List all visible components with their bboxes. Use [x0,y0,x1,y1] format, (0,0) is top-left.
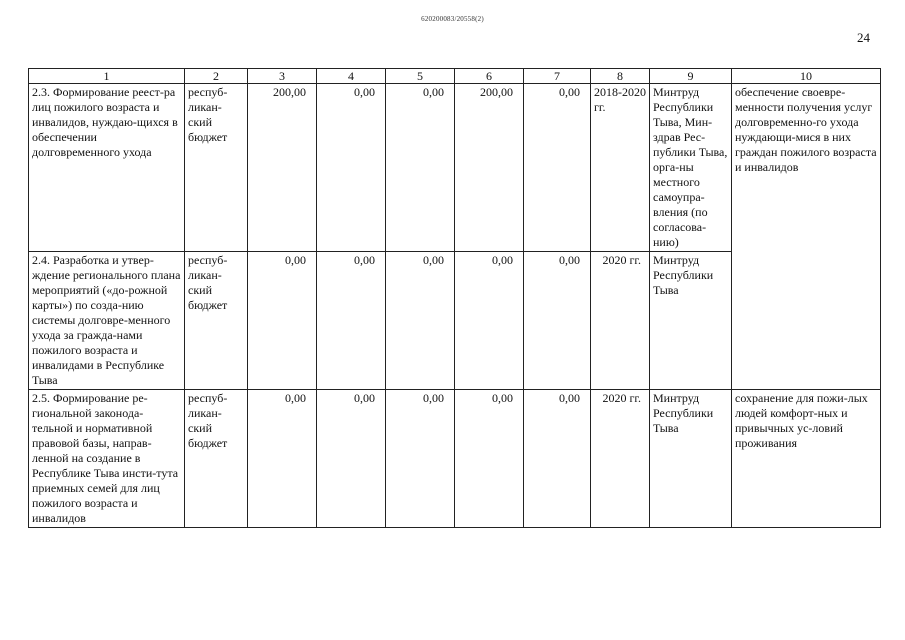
amount-col-4: 0,00 [317,390,386,528]
column-header-5: 5 [386,69,455,84]
column-header-7: 7 [524,69,591,84]
column-header-4: 4 [317,69,386,84]
amount-col-5: 0,00 [386,252,455,390]
amount-col-3: 200,00 [248,84,317,252]
funding-source: респуб-ликан-ский бюджет [185,84,248,252]
table-row [29,84,881,252]
column-header-8: 8 [591,69,650,84]
period: 2020 гг. [591,252,650,390]
measure-name: 2.3. Формирование реест-ра лиц пожилого возраста и инвалидов, нуждаю-щихся в обеспечении долговременного ухода [29,84,185,252]
amount-col-6: 200,00 [455,84,524,252]
amount-col-3: 0,00 [248,252,317,390]
document-code: 620200083/20558(2) [421,15,484,23]
amount-col-4: 0,00 [317,84,386,252]
column-header-6: 6 [455,69,524,84]
header-row [29,69,881,84]
amount-col-6: 0,00 [455,252,524,390]
expected-result: сохранение для пожи-лых людей комфорт-ных и привычных ус-ловий проживания [732,390,881,528]
amount-col-3: 0,00 [248,390,317,528]
amount-col-7: 0,00 [524,84,591,252]
period: 2018-2020 гг. [591,84,650,252]
executor: Минтруд Республики Тыва [650,390,732,528]
measure-name: 2.5. Формирование ре-гиональной законода-тельной и нормативной правовой базы, направ-ленной на создание в Республике Тыва инсти-тута приемных семей для лиц пожилого возраста и инвалидов [29,390,185,528]
table-row [29,390,881,528]
table-row [29,252,881,390]
column-header-9: 9 [650,69,732,84]
column-header-1: 1 [29,69,185,84]
amount-col-7: 0,00 [524,252,591,390]
amount-col-6: 0,00 [455,390,524,528]
amount-col-5: 0,00 [386,84,455,252]
executor: Минтруд Республики Тыва [650,252,732,390]
program-table [28,68,881,528]
expected-result: обеспечение своевре-менности получения услуг долговременно-го ухода нуждающи-мися в них граждан пожилого возраста и инвалидов [732,84,881,252]
amount-col-5: 0,00 [386,390,455,528]
amount-col-4: 0,00 [317,252,386,390]
page-number: 24 [857,30,870,45]
executor: Минтруд Республики Тыва, Мин-здрав Рес-публики Тыва, орга-ны местного самоупра-вления (по согласова-нию) [650,84,732,252]
funding-source: респуб-ликан-ский бюджет [185,252,248,390]
measure-name: 2.4. Разработка и утвер-ждение регионального плана мероприятий («до-рожной карты») по созда-нию системы долговре-менного ухода за гражда-нами пожилого возраста и инвалидами в Республике Тыва [29,252,185,390]
column-header-3: 3 [248,69,317,84]
period: 2020 гг. [591,390,650,528]
column-header-10: 10 [732,69,881,84]
column-header-2: 2 [185,69,248,84]
expected-result [732,252,881,390]
funding-source: респуб-ликан-ский бюджет [185,390,248,528]
amount-col-7: 0,00 [524,390,591,528]
